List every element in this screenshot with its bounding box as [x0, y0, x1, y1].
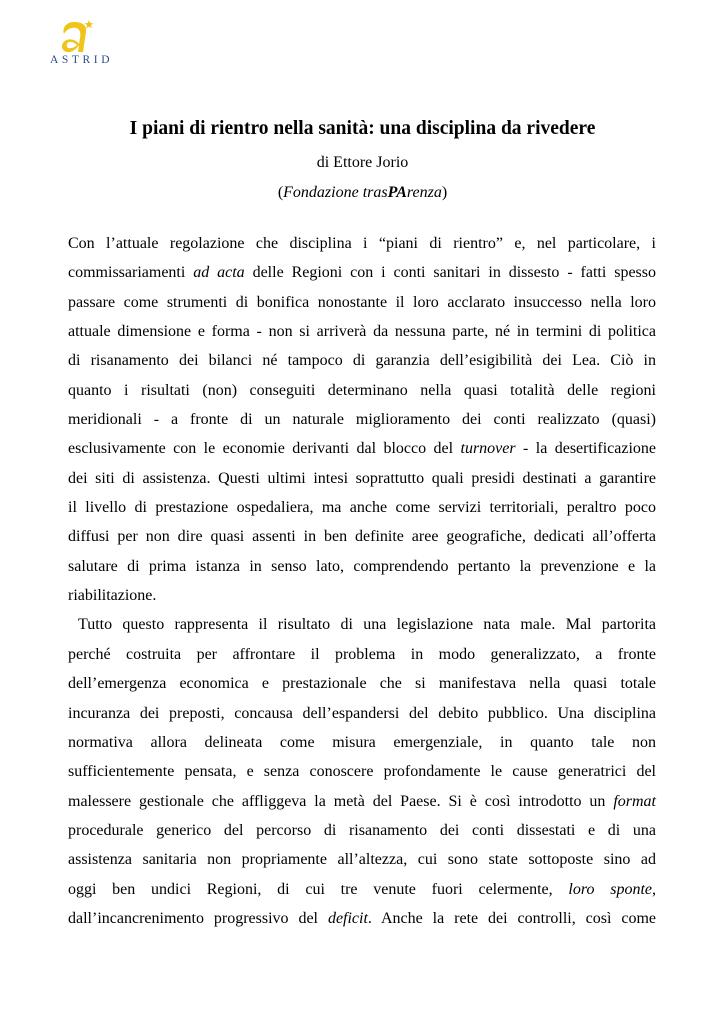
italic-run: deficit [327, 909, 368, 927]
affiliation-line [0, 184, 725, 202]
body-line: passare come strumenti di bonifica nonostante il loro acclarato insuccesso nella loro [68, 293, 656, 311]
author-line: di Ettore Jorio [316, 154, 409, 171]
text-run: - la desertificazione [515, 440, 656, 458]
affiliation-org-bold: PA [387, 184, 407, 201]
logo-text: ASTRID [50, 54, 114, 66]
astrid-logo [44, 14, 134, 66]
body-line [68, 258, 656, 287]
affiliation-org [283, 184, 442, 201]
body-line: di risanamento dei bilanci né tampoco di garanzia dell’esigibilità dei Lea. Ciò in [68, 352, 656, 370]
italic-run: loro sponte [568, 880, 652, 898]
body-line: dell’emergenza economica e prestazionale che si manifestava nella quasi totale [68, 675, 656, 693]
text-run: malessere gestionale che affliggeva la metà del Paese. Si è così introdotto un [68, 792, 614, 810]
text-run: commissariamenti [68, 264, 194, 282]
body-line: normativa allora delineata come misura emergenziale, in quanto tale non [68, 733, 656, 751]
italic-run: ad acta [193, 264, 245, 282]
text-run: esclusivamente con le economie derivanti dal blocco del [68, 440, 461, 458]
affiliation-open: ( [277, 184, 284, 201]
body-line: Con l’attuale regolazione che disciplina i “piani di rientro” e, nel particolare, i [68, 235, 656, 252]
body-line: procedurale generico del percorso di risanamento dei conti dissestati e di una [68, 821, 656, 839]
body-line: il livello di prestazione ospedaliera, ma anche come servizi territoriali, peraltro poco [68, 499, 656, 517]
text-run: , [652, 880, 656, 898]
body-line: riabilitazione. [68, 587, 157, 605]
body-line: quanto i risultati (non) conseguiti determinano nella quasi totalità delle regioni [68, 381, 656, 399]
affiliation-org-end: renza [406, 184, 442, 201]
body-line: diffusi per non dire quasi assenti in ben definite aree geografiche, dedicati all’offerta [68, 528, 656, 546]
body-line: salutare di prima istanza in senso lato, comprendendo pertanto la prevenzione e la [68, 557, 656, 575]
body-line: assistenza sanitaria non propriamente all’altezza, cui sono state sottoposte sino ad [68, 851, 656, 869]
body-line [68, 875, 656, 904]
body-line: Tutto questo rappresenta il risultato di una legislazione nata male. Mal partorita [68, 616, 656, 634]
body-line: meridionali - a fronte di un naturale miglioramento dei conti realizzato (quasi) [68, 411, 656, 429]
text-run: dall’incancrenimento progressivo del [68, 909, 328, 927]
body-line [68, 787, 656, 816]
body-line [68, 434, 656, 463]
body-text [68, 229, 656, 933]
body-line: dei siti di assistenza. Questi ultimi intesi soprattutto quali presidi destinati a garantire [68, 469, 656, 487]
text-run: delle Regioni con i conti sanitari in dissesto - fatti spesso [244, 264, 656, 282]
italic-run: turnover [460, 440, 516, 458]
body-line: perché costruita per affrontare il problema in modo generalizzato, a fronte [68, 645, 656, 663]
body-line: incuranza dei preposti, concausa dell’espandersi del debito pubblico. Una disciplina [68, 704, 656, 722]
body-line: sufficientemente pensata, e senza conoscere profondamente le cause generatrici del [68, 763, 656, 781]
affiliation-close: ) [441, 184, 448, 201]
text-run: . Anche la rete dei controlli, così come [367, 909, 657, 927]
affiliation-org-start: Fondazione tras [283, 184, 388, 201]
body-line [68, 904, 656, 933]
page-title: I piani di rientro nella sanità: una disciplina da rivedere [129, 118, 596, 139]
text-run: oggi ben undici Regioni, di cui tre venute fuori celermente, [68, 880, 569, 898]
italic-run: format [613, 792, 656, 810]
body-line: attuale dimensione e forma - non si arriverà da nessuna parte, né in termini di politica [68, 323, 656, 341]
